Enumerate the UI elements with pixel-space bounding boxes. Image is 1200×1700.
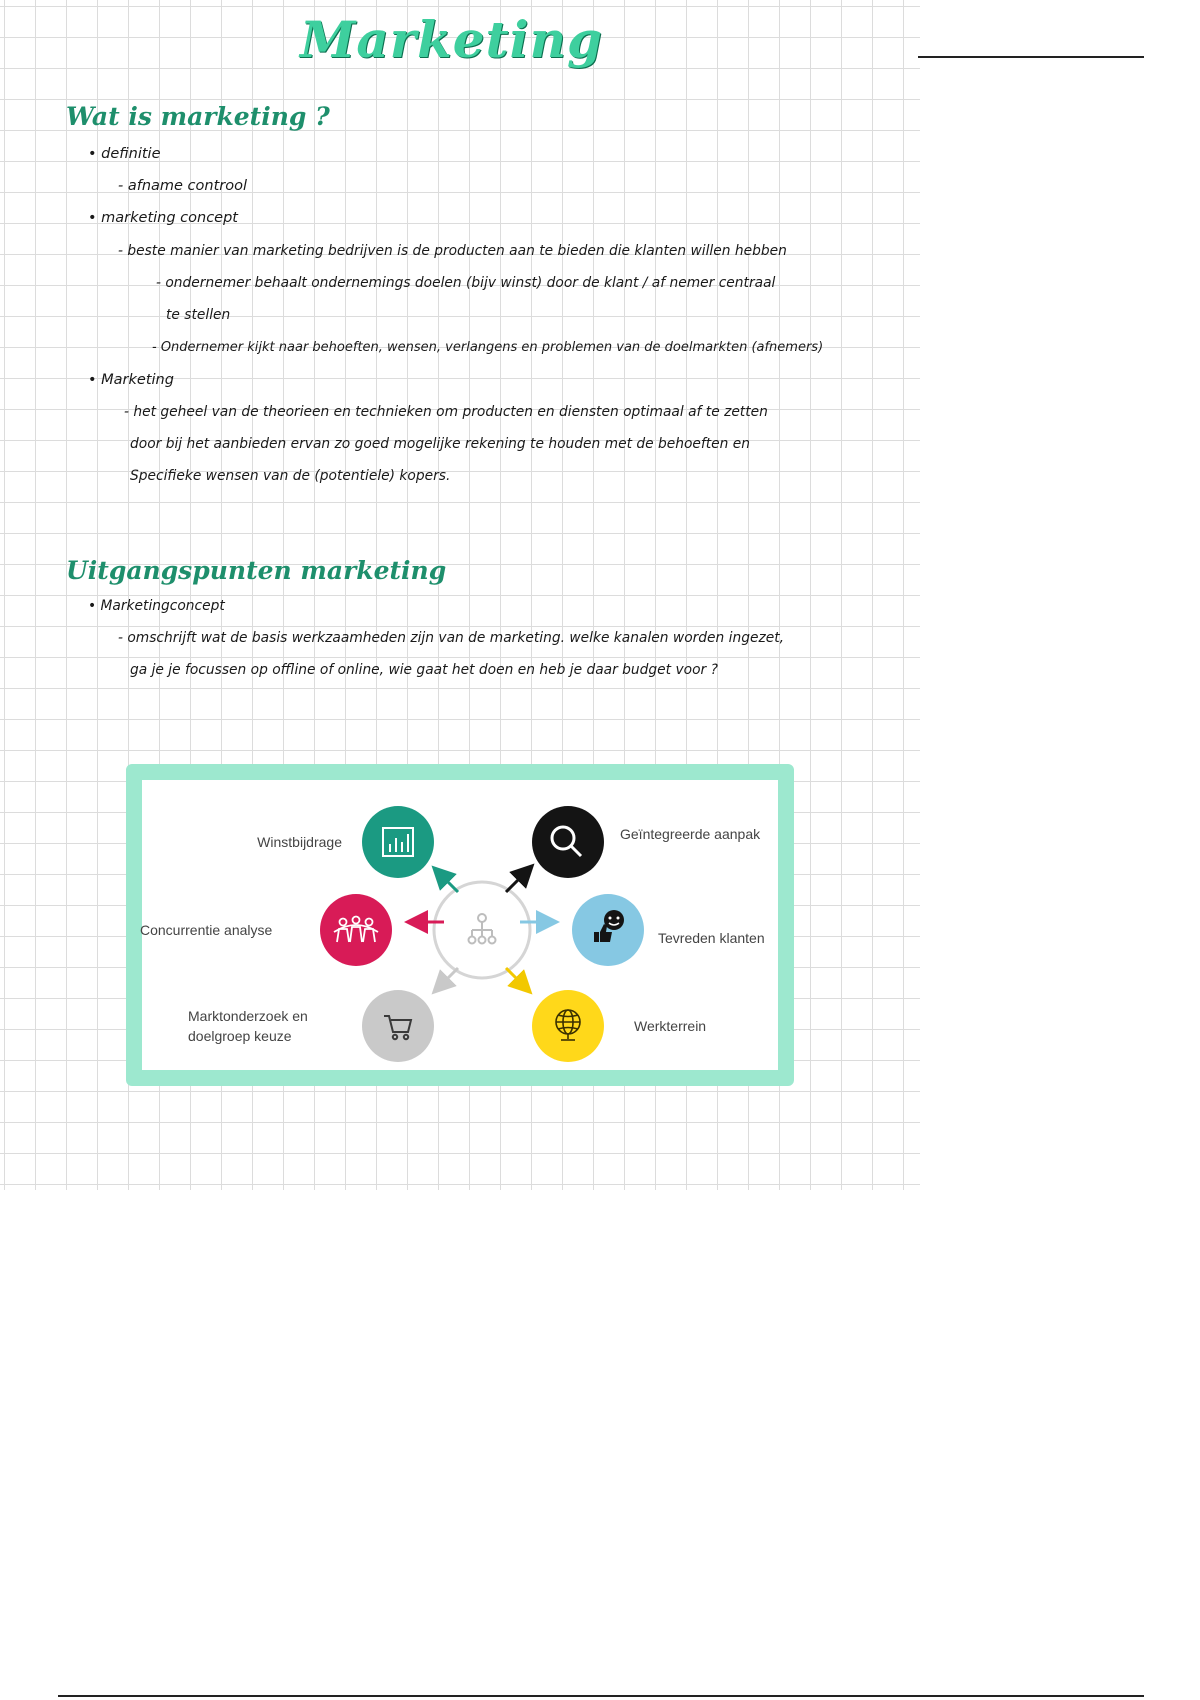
label-marktonderzoek-line1: Marktonderzoek en bbox=[188, 1008, 308, 1024]
dash-line: - het geheel van de theorieen en technieken om producten en diensten optimaal af te zetten bbox=[124, 404, 768, 420]
text-line: te stellen bbox=[166, 307, 231, 323]
label-geintegreerde-aanpak: Geïntegreerde aanpak bbox=[620, 826, 761, 842]
arrow-werkterrein bbox=[506, 968, 524, 986]
label-marktonderzoek-line2: doelgroep keuze bbox=[188, 1028, 292, 1044]
label-werkterrein: Werkterrein bbox=[634, 1018, 707, 1034]
page-title: Marketing bbox=[300, 10, 603, 69]
center-hub bbox=[434, 882, 530, 978]
bullet-marketing: • Marketing bbox=[88, 372, 174, 388]
werkterrein-node bbox=[532, 990, 604, 1062]
arrow-aanpak bbox=[506, 872, 526, 892]
text-line: door bij het aanbieden ervan zo goed mogelijke rekening te houden met de behoeften en bbox=[130, 436, 751, 452]
bullet-marketing-concept: • marketing concept bbox=[88, 210, 238, 226]
dash-line: - Ondernemer kijkt naar behoeften, wensen, verlangens en problemen van de doelmarkten (afnemers) bbox=[152, 340, 824, 355]
label-concurrentie-analyse: Concurrentie analyse bbox=[140, 922, 273, 938]
section-heading-uitgangspunten: Uitgangspunten marketing bbox=[66, 556, 447, 585]
arrow-winst bbox=[440, 874, 458, 892]
dash-line: - ondernemer behaalt ondernemings doelen (bijv winst) door de klant / af nemer centraal bbox=[156, 275, 776, 291]
text-line: Specifieke wensen van de (potentiele) kopers. bbox=[130, 468, 451, 484]
bullet-marketingconcept: • Marketingconcept bbox=[88, 598, 225, 614]
text-line: ga je je focussen op offline of online, wie gaat het doen en heb je daar budget voor ? bbox=[130, 662, 718, 678]
marketing-diagram bbox=[126, 764, 794, 1086]
winst-node bbox=[362, 806, 434, 878]
footer-rule bbox=[58, 1695, 1144, 1697]
bullet-definitie: • definitie bbox=[88, 146, 161, 162]
header-rule bbox=[918, 56, 1144, 58]
klanten-node bbox=[572, 894, 644, 966]
dash-line: - beste manier van marketing bedrijven is de producten aan te bieden die klanten willen hebben bbox=[118, 243, 787, 259]
section-heading-wat-is-marketing: Wat is marketing ? bbox=[66, 102, 330, 131]
label-winstbijdrage: Winstbijdrage bbox=[257, 834, 342, 850]
hierarchy-icon bbox=[469, 914, 496, 944]
dash-line: - omschrijft wat de basis werkzaamheden zijn van de marketing. welke kanalen worden ingezet, bbox=[118, 630, 785, 646]
aanpak-node bbox=[532, 806, 604, 878]
markt-node bbox=[362, 990, 434, 1062]
arrow-markt bbox=[440, 968, 458, 986]
concurrentie-node bbox=[320, 894, 392, 966]
label-tevreden-klanten: Tevreden klanten bbox=[658, 930, 765, 946]
dash-line: - afname controol bbox=[118, 178, 248, 194]
